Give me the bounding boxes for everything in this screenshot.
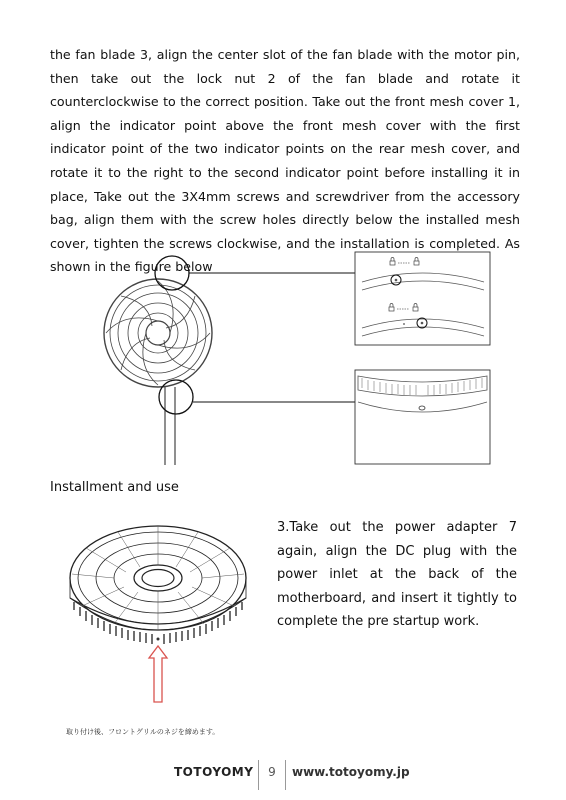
- mesh-cover-alignment-figure: [100, 250, 500, 468]
- up-arrow-icon: [149, 646, 167, 702]
- grille-spokes: [72, 526, 244, 630]
- step-3-text: 3.Take out the power adapter 7 again, align the DC plug with the power inlet at the back of the motherboard, and insert it tightly to complete the pre startup work.: [277, 520, 517, 630]
- page-number: 9: [268, 765, 276, 779]
- footer-divider-left: [258, 760, 259, 790]
- footer-divider-right: [285, 760, 286, 790]
- bottom-screw-callout-circle: [159, 380, 193, 414]
- indicator-detail-panel: [355, 252, 490, 345]
- instruction-paragraph: the fan blade 3, align the center slot of the fan blade with the motor pin, then take out the lock nut 2 of the fan blade and rotate it counterclockwise to the correct position. Take out the front mesh cover 1, align the indicator point above the front mesh cover with the first indicator point of the two indicator points on the rear mesh cover, and rotate it to the right to the second indicator point before installing it in place, Take out the 3X4mm screws and screwdriver from the accessory bag, align them with the screw holes directly below the installed mesh cover, tighten the screws clockwise, and the installation is completed. As shown in the figure below: [50, 47, 520, 275]
- section-heading: Installment and use: [50, 480, 179, 495]
- fan-front-view-illustration: [104, 279, 212, 465]
- page-footer: [0, 760, 566, 792]
- top-indicator-callout-circle: [155, 256, 189, 290]
- fan-grille-illustration: [58, 512, 258, 712]
- website-link[interactable]: www.totoyomy.jp: [292, 765, 410, 779]
- screw-detail-panel: [355, 370, 490, 464]
- brand-logo: TOTOYOMY: [174, 765, 254, 779]
- japanese-caption: 取り付け後、フロントグリルのネジを締めます。: [66, 728, 220, 736]
